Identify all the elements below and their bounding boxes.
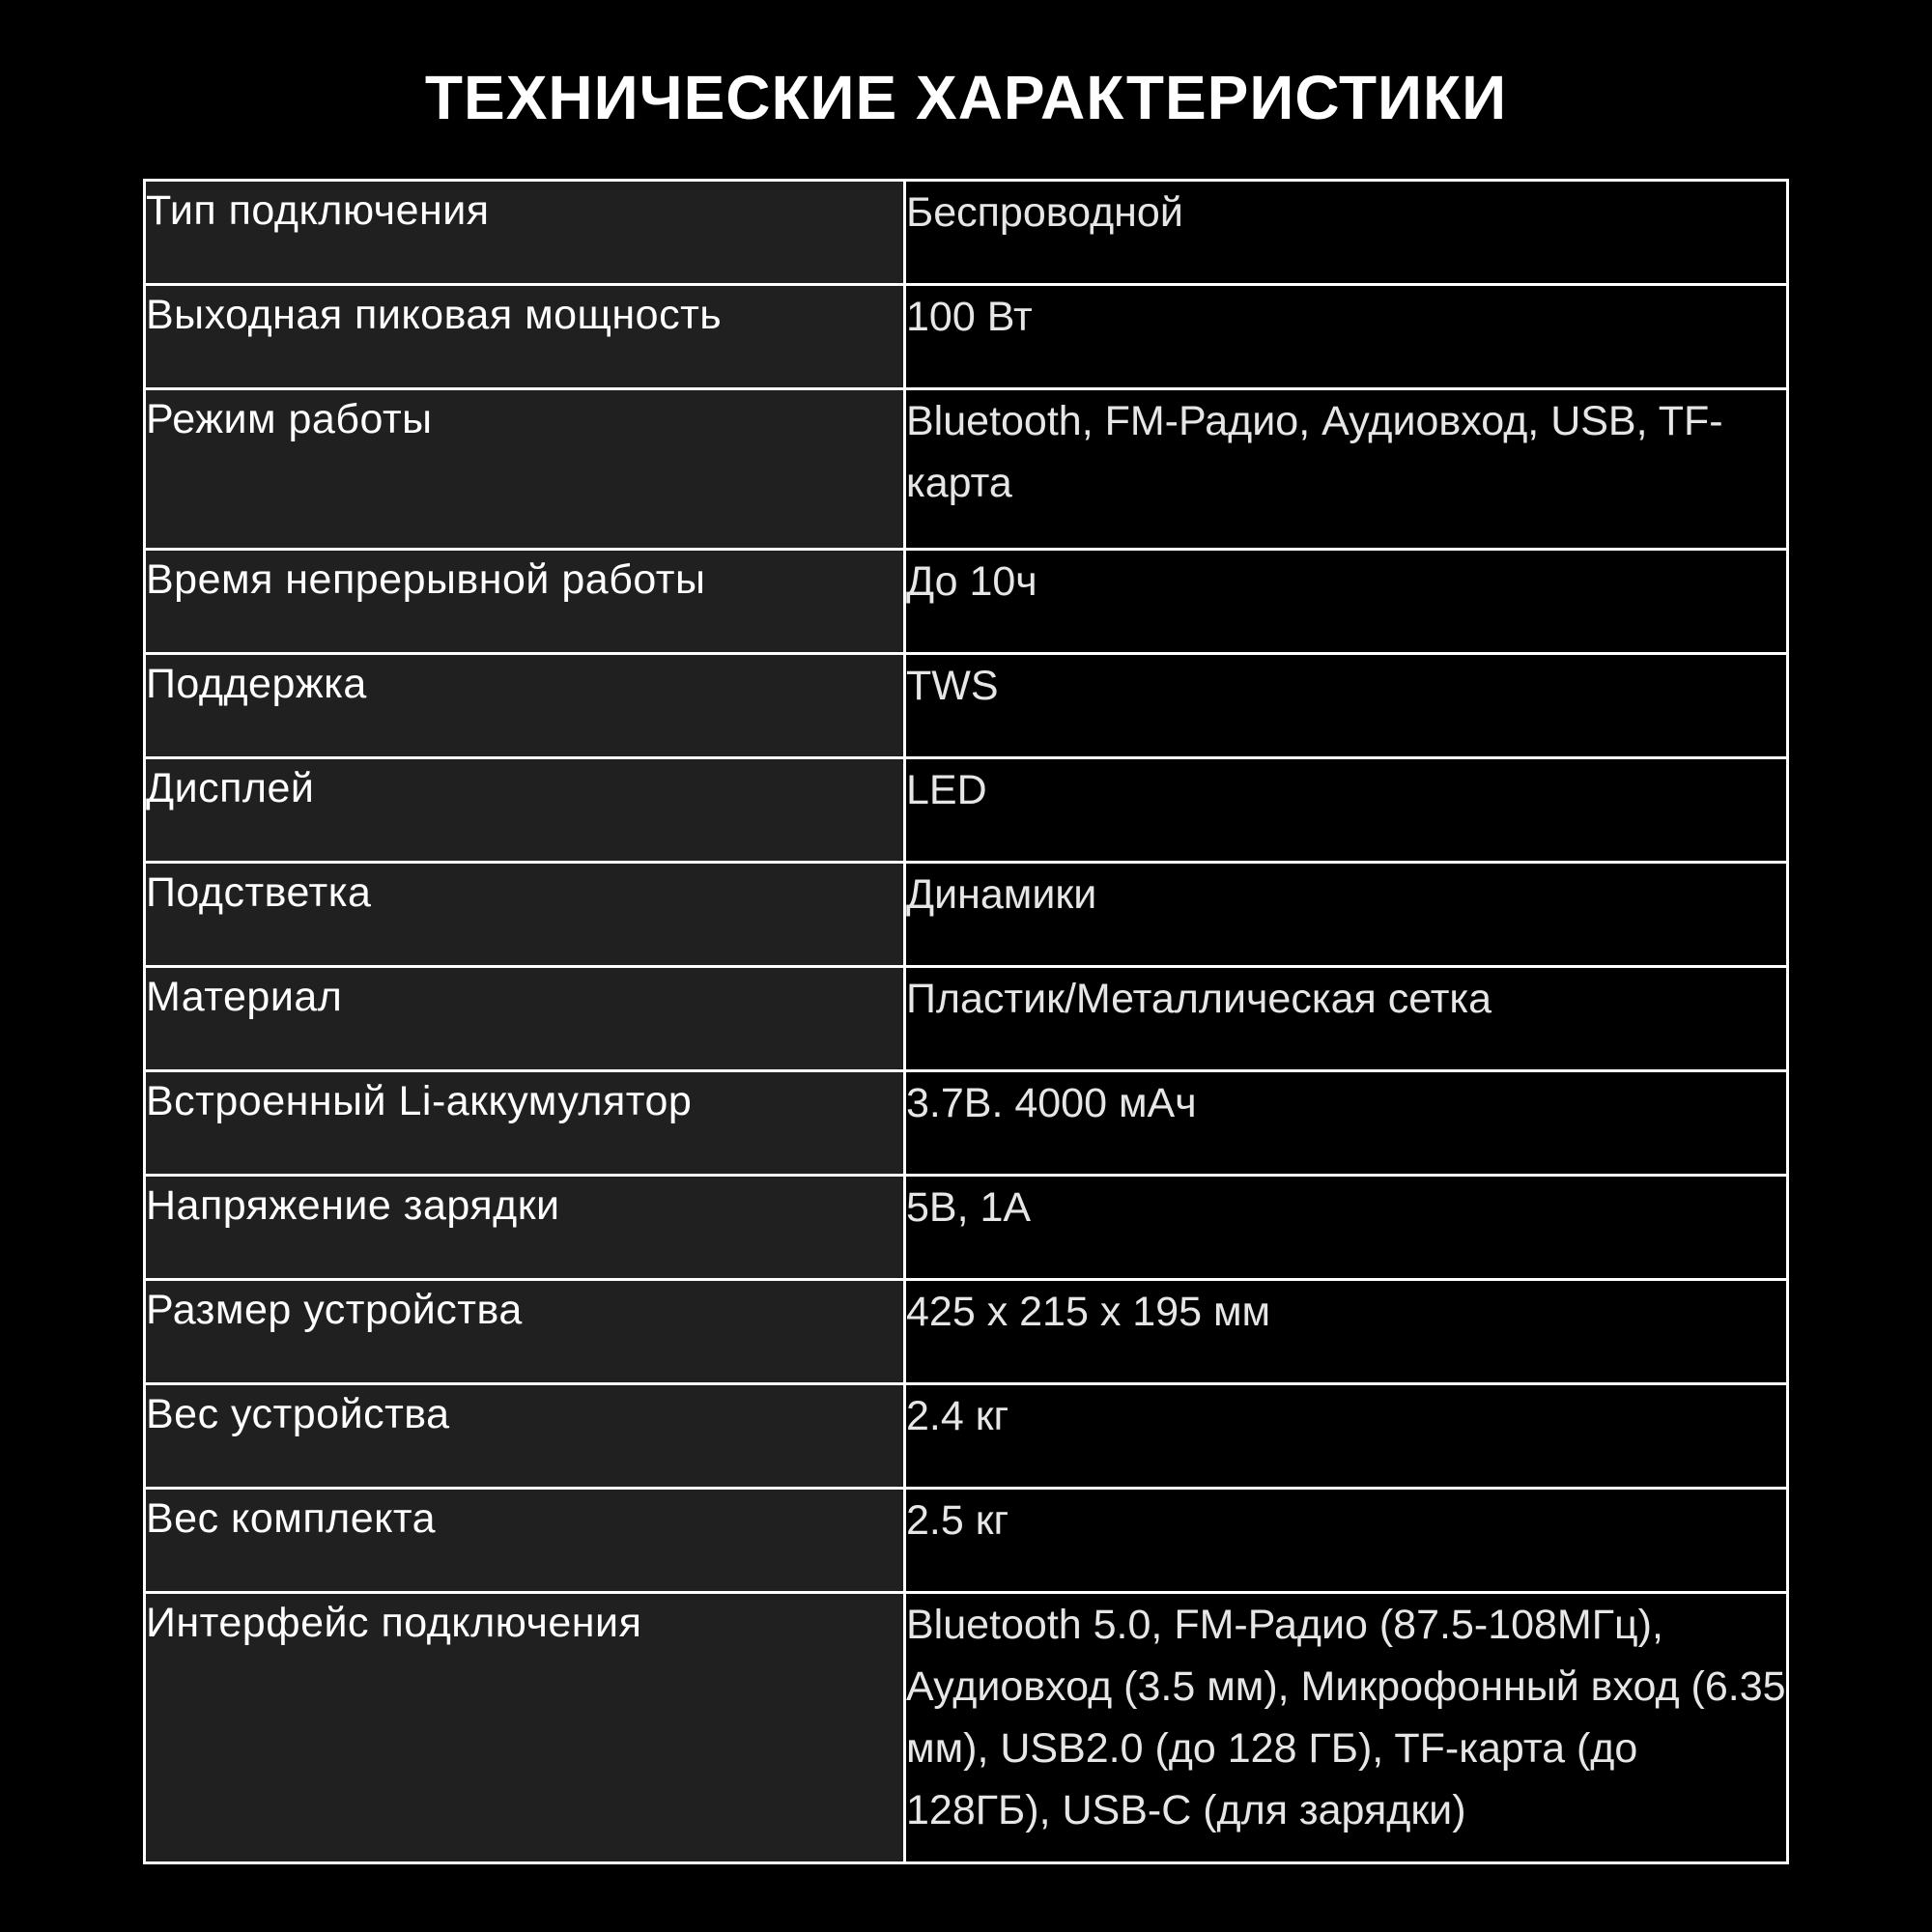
- spec-table: [143, 179, 1789, 1864]
- spec-label: Подстветка: [145, 863, 905, 967]
- spec-label: Дисплей: [145, 758, 905, 863]
- table-row: [145, 550, 1788, 654]
- spec-value: 5В, 1А: [905, 1176, 1788, 1280]
- spec-label: Выходная пиковая мощность: [145, 285, 905, 389]
- spec-label: Поддержка: [145, 654, 905, 758]
- spec-value: До 10ч: [905, 550, 1788, 654]
- table-row: [145, 389, 1788, 550]
- spec-label: Режим работы: [145, 389, 905, 550]
- spec-label: Напряжение зарядки: [145, 1176, 905, 1280]
- spec-label: Тип подключения: [145, 181, 905, 285]
- spec-value: LED: [905, 758, 1788, 863]
- table-row: [145, 1593, 1788, 1863]
- spec-value: 2.4 кг: [905, 1384, 1788, 1489]
- spec-value: Bluetooth, FM-Радио, Аудиовход, USB, TF-карта: [905, 389, 1788, 550]
- spec-label: Интерфейс подключения: [145, 1593, 905, 1863]
- spec-label: Встроенный Li-аккумулятор: [145, 1071, 905, 1176]
- spec-label: Размер устройства: [145, 1280, 905, 1384]
- table-row: [145, 285, 1788, 389]
- table-row: [145, 1071, 1788, 1176]
- spec-value: TWS: [905, 654, 1788, 758]
- table-row: [145, 758, 1788, 863]
- spec-label: Вес комплекта: [145, 1489, 905, 1593]
- table-row: [145, 1176, 1788, 1280]
- table-row: [145, 1489, 1788, 1593]
- spec-value: 425 x 215 x 195 мм: [905, 1280, 1788, 1384]
- page-title: ТЕХНИЧЕСКИЕ ХАРАКТЕРИСТИКИ: [424, 63, 1508, 132]
- table-row: [145, 967, 1788, 1071]
- spec-label: Вес устройства: [145, 1384, 905, 1489]
- table-row: [145, 181, 1788, 285]
- table-row: [145, 863, 1788, 967]
- spec-value: 100 Вт: [905, 285, 1788, 389]
- table-row: [145, 654, 1788, 758]
- spec-value: 2.5 кг: [905, 1489, 1788, 1593]
- table-row: [145, 1280, 1788, 1384]
- spec-value: Беспроводной: [905, 181, 1788, 285]
- spec-value: Bluetooth 5.0, FM-Радио (87.5-108МГц), Аудиовход (3.5 мм), Микрофонный вход (6.35 мм), USB2.0 (до 128 ГБ), TF-карта (до 128ГБ), USB-C (для зарядки): [905, 1593, 1788, 1863]
- spec-label: Время непрерывной работы: [145, 550, 905, 654]
- spec-label: Материал: [145, 967, 905, 1071]
- spec-value: Пластик/Металлическая сетка: [905, 967, 1788, 1071]
- table-row: [145, 1384, 1788, 1489]
- spec-value: Динамики: [905, 863, 1788, 967]
- spec-value: 3.7В. 4000 мАч: [905, 1071, 1788, 1176]
